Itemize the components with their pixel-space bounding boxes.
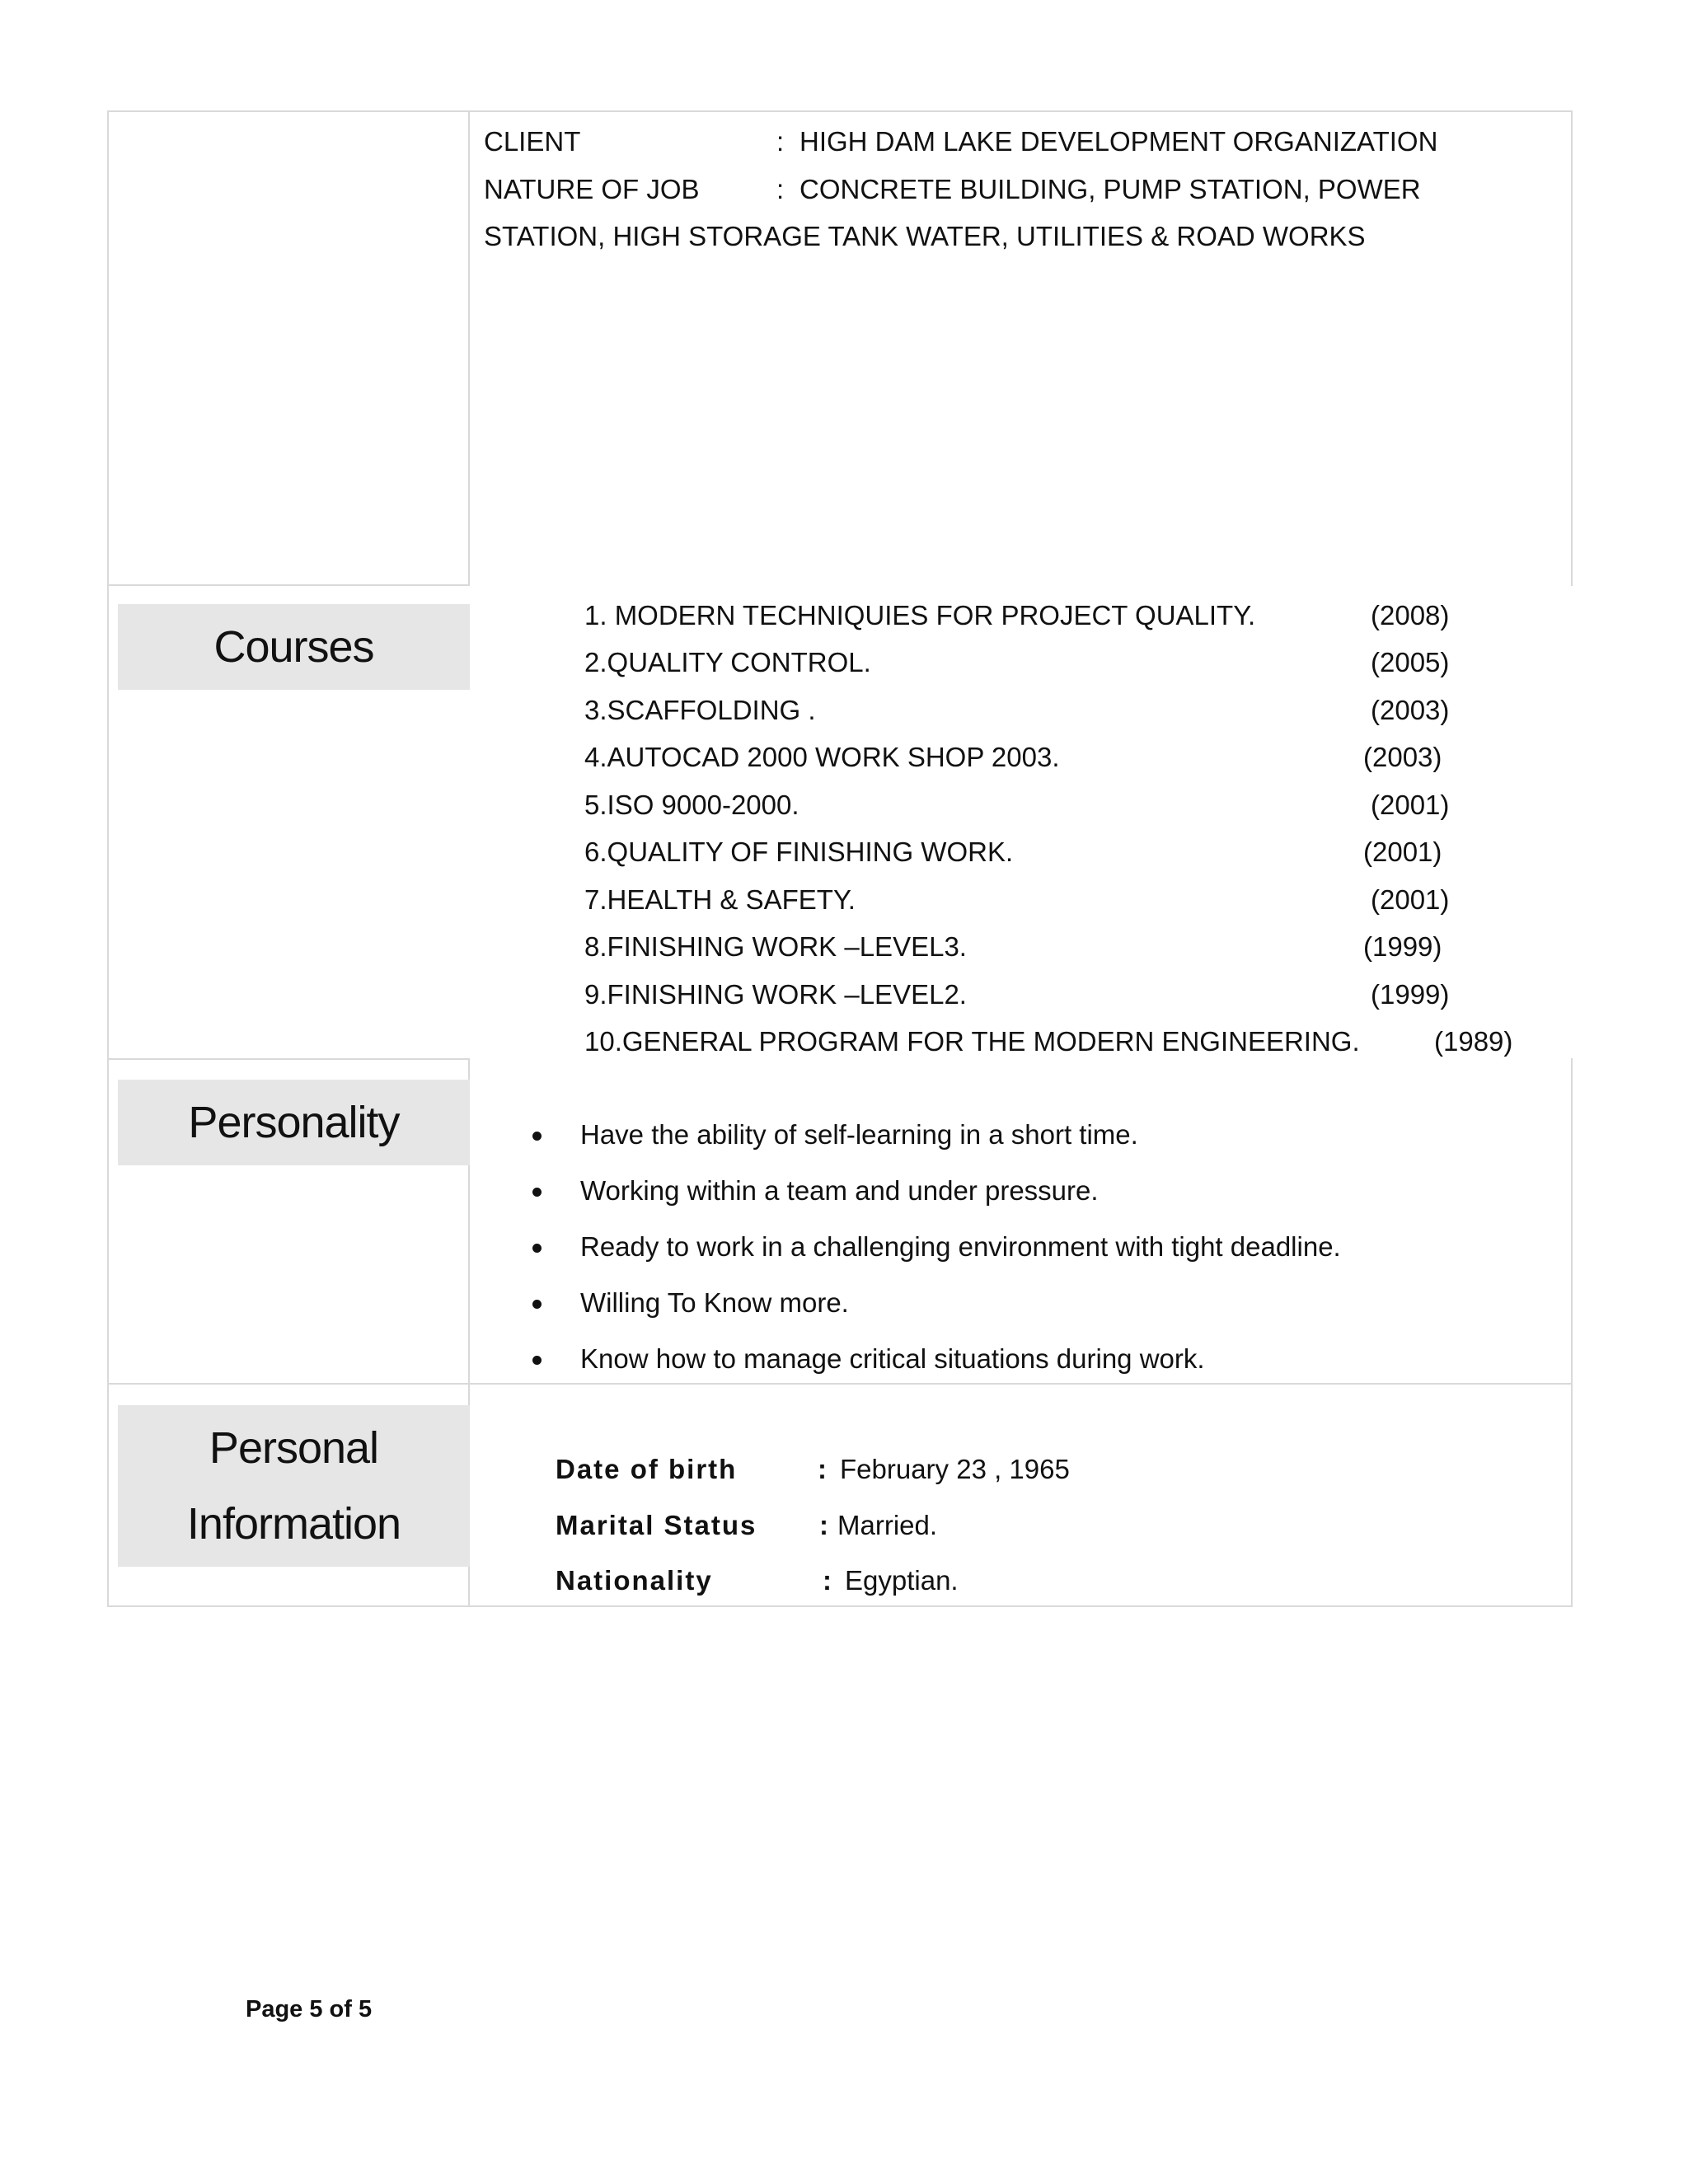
course-year: (2005) [1371, 647, 1450, 677]
nationality-colon: : [823, 1565, 832, 1596]
course-year: (1989) [1434, 1026, 1513, 1057]
personal-information-heading [118, 1405, 470, 1567]
personality-text: Know how to manage critical situations during work. [580, 1343, 1205, 1374]
table-border-right-upper [1571, 110, 1573, 586]
course-title: 10.GENERAL PROGRAM FOR THE MODERN ENGINEERING. [584, 1026, 1360, 1057]
courses-heading [118, 604, 470, 690]
row-divider-personality [107, 1383, 1573, 1385]
personality-text: Willing To Know more. [580, 1287, 849, 1318]
nature-of-job-value-line1: CONCRETE BUILDING, PUMP STATION, POWER [799, 174, 1421, 204]
nationality-label: Nationality [556, 1565, 713, 1596]
course-year: (2001) [1371, 790, 1450, 820]
bullet-icon [532, 1132, 542, 1141]
page-number: Page 5 of 5 [246, 1996, 373, 2022]
course-title: 3.SCAFFOLDING . [584, 695, 816, 725]
nature-of-job-value-line2: STATION, HIGH STORAGE TANK WATER, UTILITIES & ROAD WORKS [484, 221, 1366, 251]
course-title: 7.HEALTH & SAFETY. [584, 884, 856, 915]
date-of-birth-label: Date of birth [556, 1454, 738, 1484]
bullet-icon [532, 1188, 542, 1197]
course-year: (2003) [1363, 742, 1442, 772]
personality-text: Ready to work in a challenging environment with tight deadline. [580, 1231, 1341, 1262]
table-border-bottom [107, 1605, 1573, 1607]
column-divider-upper [468, 110, 470, 586]
personal-information-heading-line2: Information [186, 1499, 401, 1549]
bullet-icon [532, 1356, 542, 1365]
table-border-left [107, 110, 109, 1607]
course-year: (1999) [1371, 979, 1450, 1010]
course-title: 6.QUALITY OF FINISHING WORK. [584, 837, 1014, 867]
marital-status-value: Married. [837, 1510, 938, 1540]
course-title: 2.QUALITY CONTROL. [584, 647, 871, 677]
course-year: (2001) [1363, 837, 1442, 867]
client-label: CLIENT [484, 126, 581, 157]
marital-status-label: Marital Status [556, 1510, 757, 1540]
course-title: 4.AUTOCAD 2000 WORK SHOP 2003. [584, 742, 1060, 772]
course-title: 8.FINISHING WORK –LEVEL3. [584, 931, 967, 962]
nature-of-job-colon: : [776, 174, 785, 204]
personality-heading [118, 1080, 470, 1165]
bullet-icon [532, 1300, 542, 1309]
personality-text: Have the ability of self-learning in a short time. [580, 1119, 1138, 1150]
nature-of-job-label: NATURE OF JOB [484, 174, 700, 204]
course-year: (2001) [1371, 884, 1450, 915]
course-year: (1999) [1363, 931, 1442, 962]
bullet-icon [532, 1244, 542, 1253]
date-of-birth-value: February 23 , 1965 [840, 1454, 1070, 1484]
course-title: 1. MODERN TECHNIQUIES FOR PROJECT QUALITY. [584, 600, 1256, 630]
course-title: 5.ISO 9000-2000. [584, 790, 799, 820]
course-title: 9.FINISHING WORK –LEVEL2. [584, 979, 967, 1010]
courses-heading-text: Courses [213, 622, 374, 672]
course-year: (2003) [1371, 695, 1450, 725]
client-colon: : [776, 126, 785, 157]
table-border-top [107, 110, 1573, 112]
personal-information-heading-line1: Personal [209, 1423, 379, 1473]
nationality-value: Egyptian. [845, 1565, 959, 1596]
row-divider-project [107, 584, 470, 586]
marital-status-colon: : [819, 1510, 828, 1540]
client-value: HIGH DAM LAKE DEVELOPMENT ORGANIZATION [799, 126, 1438, 157]
date-of-birth-colon: : [818, 1454, 827, 1484]
course-year: (2008) [1371, 600, 1450, 630]
row-divider-courses [107, 1058, 470, 1060]
personality-heading-text: Personality [188, 1098, 400, 1147]
personality-text: Working within a team and under pressure. [580, 1175, 1099, 1206]
table-border-right-lower [1571, 1058, 1573, 1607]
